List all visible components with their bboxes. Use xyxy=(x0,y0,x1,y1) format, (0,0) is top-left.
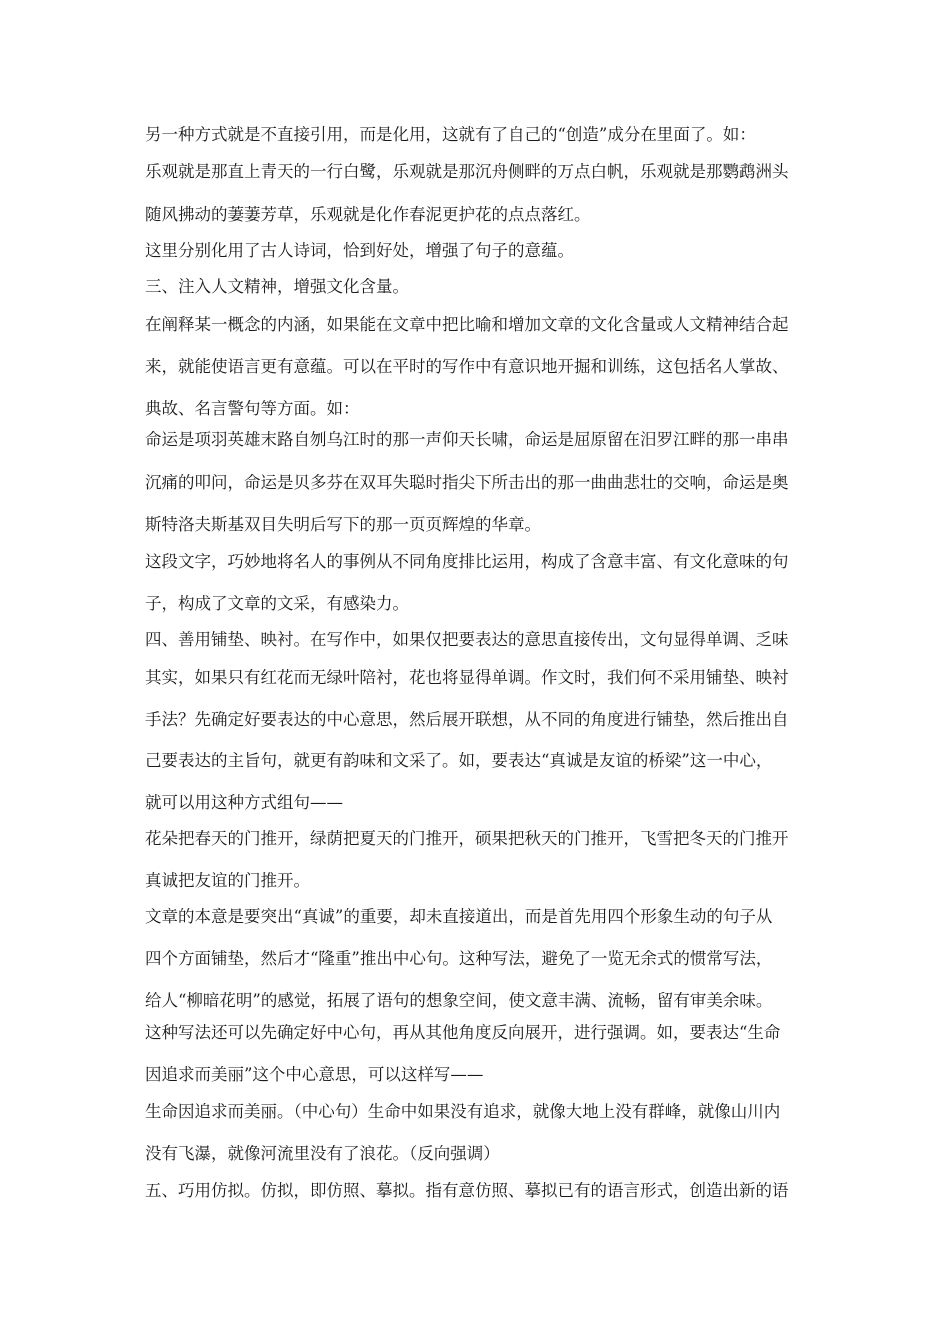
text-line: 给人“柳暗花明”的感觉，拓展了语句的想象空间，使文意丰满、流畅，留有审美余味。 xyxy=(145,991,773,1010)
text-line: 己要表达的主旨句，就更有韵味和文采了。如，要表达“真诚是友谊的桥梁”这一中心， xyxy=(145,751,773,770)
text-line: 就可以用这种方式组句—— xyxy=(145,793,343,812)
text-line: 乐观就是那直上青天的一行白鹭，乐观就是那沉舟侧畔的万点白帆，乐观就是那鹦鹉洲头 xyxy=(145,162,789,181)
section-heading: 三、注入人文精神，增强文化含量。 xyxy=(145,277,409,296)
text-line: 手法？先确定好要表达的中心意思，然后展开联想，从不同的角度进行铺垫，然后推出自 xyxy=(145,710,789,729)
text-line: 另一种方式就是不直接引用，而是化用，这就有了自己的“创造”成分在里面了。如： xyxy=(145,125,756,144)
text-line: 花朵把春天的门推开，绿荫把夏天的门推开，硕果把秋天的门推开，飞雪把冬天的门推开 xyxy=(145,829,789,848)
text-line: 沉痛的叩问，命运是贝多芬在双耳失聪时指尖下所击出的那一曲曲悲壮的交响，命运是奥 xyxy=(145,473,789,492)
text-line: 典故、名言警句等方面。如： xyxy=(145,399,360,418)
text-line: 文章的本意是要突出“真诚”的重要，却未直接道出，而是首先用四个形象生动的句子从 xyxy=(145,907,773,926)
text-line: 这种写法还可以先确定好中心句，再从其他角度反向展开，进行强调。如，要表达“生命 xyxy=(145,1023,781,1042)
text-line: 斯特洛夫斯基双目失明后写下的那一页页辉煌的华章。 xyxy=(145,515,541,534)
section-heading: 四、善用铺垫、映衬。在写作中，如果仅把要表达的意思直接传出，文句显得单调、乏味 xyxy=(145,630,789,649)
text-line: 真诚把友谊的门推开。 xyxy=(145,871,310,890)
text-line: 这里分别化用了古人诗词，恰到好处，增强了句子的意蕴。 xyxy=(145,241,574,260)
text-line: 来，就能使语言更有意蕴。可以在平时的写作中有意识地开掘和训练，这包括名人掌故、 xyxy=(145,357,789,376)
text-line: 随风拂动的萋萋芳草，乐观就是化作春泥更护花的点点落红。 xyxy=(145,205,591,224)
text-line: 没有飞瀑，就像河流里没有了浪花。（反向强调） xyxy=(145,1144,500,1163)
text-line: 子，构成了文章的文采，有感染力。 xyxy=(145,594,409,613)
text-line: 在阐释某一概念的内涵，如果能在文章中把比喻和增加文章的文化含量或人文精神结合起 xyxy=(145,315,789,334)
text-line: 命运是项羽英雄末路自刎乌江时的那一声仰天长啸，命运是屈原留在汨罗江畔的那一串串 xyxy=(145,430,789,449)
text-line: 这段文字，巧妙地将名人的事例从不同角度排比运用，构成了含意丰富、有文化意味的句 xyxy=(145,552,789,571)
text-line: 其实，如果只有红花而无绿叶陪衬，花也将显得单调。作文时，我们何不采用铺垫、映衬 xyxy=(145,668,789,687)
section-heading: 五、巧用仿拟。仿拟，即仿照、摹拟。指有意仿照、摹拟已有的语言形式，创造出新的语 xyxy=(145,1181,789,1200)
text-line: 四个方面铺垫，然后才“隆重”推出中心句。这种写法，避免了一览无余式的惯常写法， xyxy=(145,949,773,968)
text-line: 因追求而美丽”这个中心意思，可以这样写—— xyxy=(145,1065,484,1084)
text-line: 生命因追求而美丽。（中心句）生命中如果没有追求，就像大地上没有群峰，就像山川内 xyxy=(145,1102,781,1121)
